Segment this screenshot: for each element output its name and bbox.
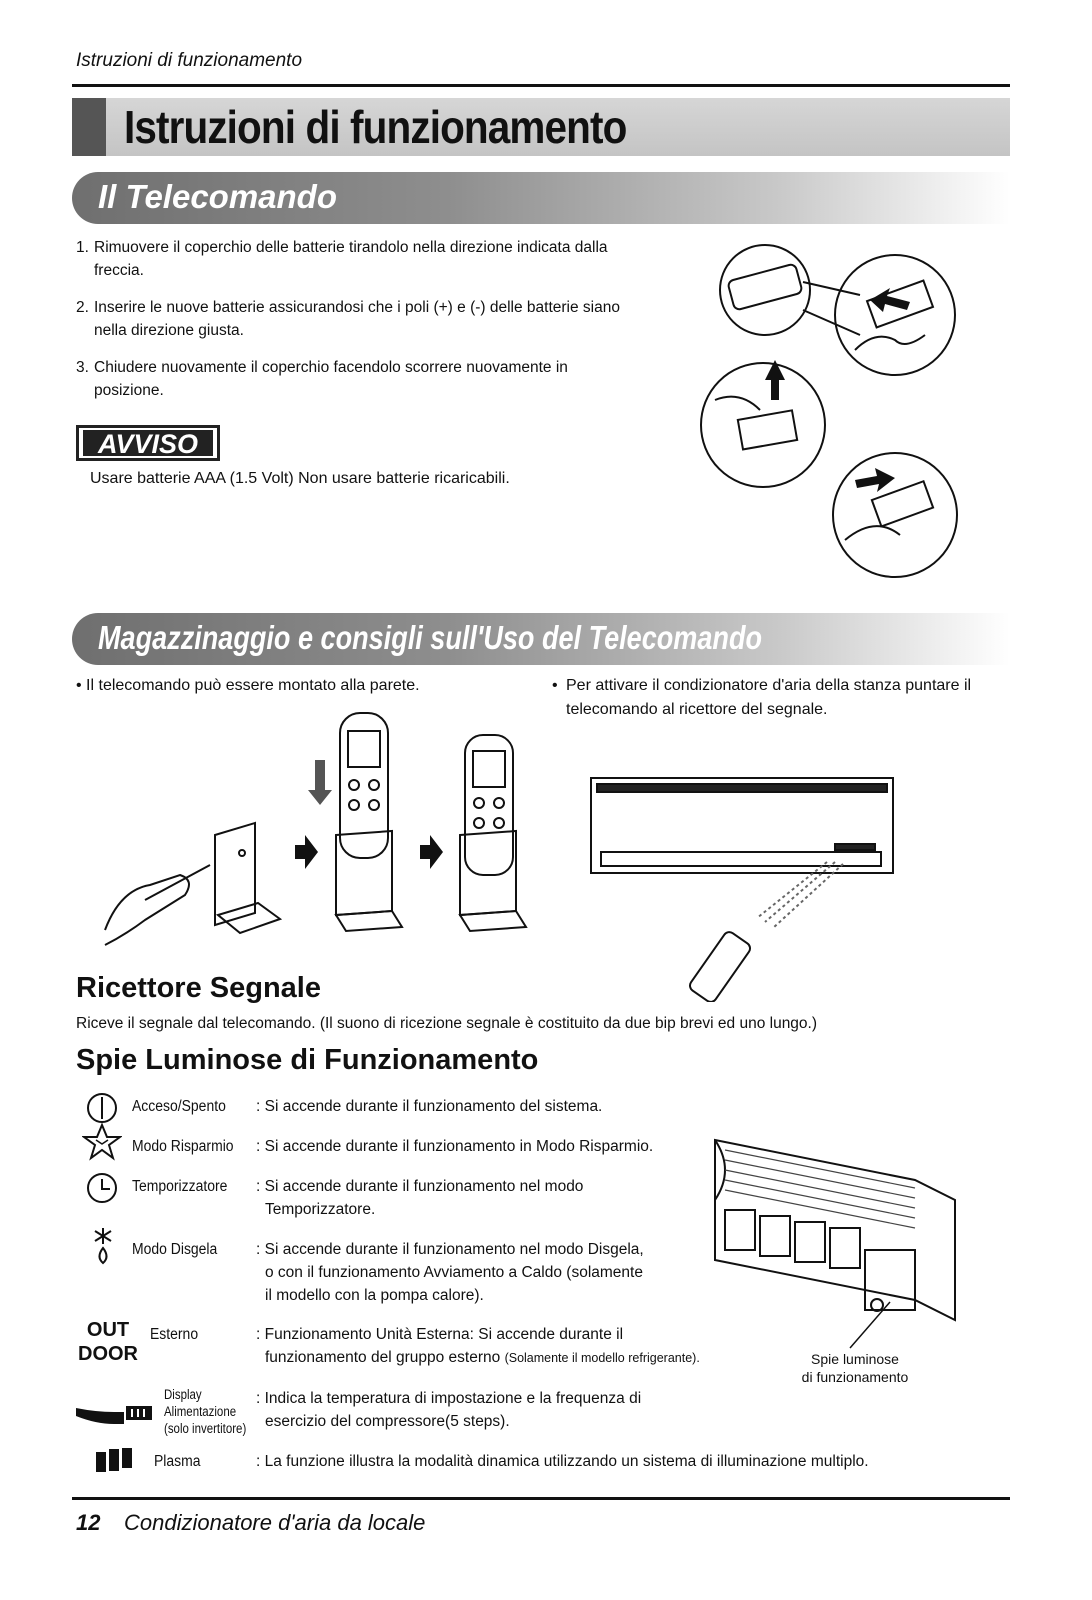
wall-mount-illustration [100, 705, 530, 955]
outdoor-indicator-icon: OUT DOOR [78, 1319, 138, 1365]
notice-text: Usare batterie AAA (1.5 Volt) Non usare batterie ricaricabili. [90, 470, 510, 487]
indicator-text: : Funzionamento Unità Esterna: Si accende durante il [256, 1326, 624, 1343]
indicator-text: : Indica la temperatura di impostazione e la frequenza di [256, 1390, 642, 1407]
battery-replacement-illustration [695, 240, 970, 590]
title-block-marker [72, 98, 106, 156]
defrost-icon [88, 1226, 118, 1266]
indicator-text: : Si accende durante il funzionamento in Modo Risparmio. [256, 1138, 654, 1155]
indicator-callout: Spie luminose di funzionamento [801, 1351, 909, 1385]
indicator-text: : Si accende durante il funzionamento nel modo Disgela, [256, 1241, 644, 1258]
indicator-text-cont: funzionamento del gruppo esterno (Solamente il modello refrigerante). [265, 1349, 700, 1366]
bullet-point-remote: • Per attivare il condizionatore d'aria della stanza puntare il telecomando al ricettore del segnale. [552, 677, 972, 718]
plasma-icon [94, 1446, 134, 1476]
section-title-storage: Magazzinaggio e consigli sull'Uso del Telecomando [98, 619, 763, 656]
section-banner-remote [72, 172, 1010, 224]
section-title-remote: Il Telecomando [98, 178, 337, 215]
callout-line [840, 1300, 900, 1350]
battery-steps [76, 236, 636, 416]
indoor-unit-receiver-illustration [585, 772, 905, 1002]
indicator-text: : Si accende durante il funzionamento del sistema. [256, 1098, 603, 1115]
list-item: 2. Inserire le nuove batterie assicurandosi che i poli (+) e (-) delle batterie siano nella direzione giusta. [76, 299, 620, 339]
receiver-heading: Ricettore Segnale [76, 972, 321, 1004]
open-indoor-unit-illustration [705, 1130, 965, 1340]
page-number: 12 [76, 1510, 101, 1535]
receiver-description: Riceve il segnale dal telecomando. (Il suono di ricezione segnale è costituito da due bip brevi ed uno lungo.) [76, 1015, 818, 1032]
indicator-text-cont: Temporizzatore. [265, 1201, 376, 1218]
indicator-label: Modo Risparmio [132, 1138, 234, 1155]
footer-title: Condizionatore d'aria da locale [124, 1510, 426, 1535]
notice-label: AVVISO [83, 430, 213, 456]
page-title-bar [72, 98, 1010, 156]
indicator-text-cont: o con il funzionamento Avviamento a Caldo (solamente [265, 1264, 643, 1281]
indicator-text: : Si accende durante il funzionamento nel modo [256, 1178, 584, 1195]
section-banner-storage [72, 613, 1010, 665]
list-item: 1. Rimuovere il coperchio delle batterie tirandolo nella direzione indicata dalla freccia. [76, 239, 608, 279]
energy-saving-icon [82, 1122, 122, 1162]
indicator-label: Plasma [154, 1453, 201, 1470]
power-icon [86, 1092, 118, 1124]
indicator-label: Display Alimentazione (solo invertitore) [164, 1387, 247, 1436]
indicator-label: Esterno [150, 1326, 199, 1343]
page-title: Istruzioni di funzionamento [124, 101, 627, 153]
header-rule [72, 84, 1010, 87]
indicator-label: Modo Disgela [132, 1241, 218, 1258]
display-power-icon [74, 1400, 156, 1426]
indicator-text-cont: il modello con la pompa calore). [265, 1287, 484, 1304]
indicator-label: Acceso/Spento [132, 1098, 226, 1115]
indicators-heading: Spie Luminose di Funzionamento [76, 1044, 539, 1076]
list-item: 3. Chiudere nuovamente il coperchio facendolo scorrere nuovamente in posizione. [76, 359, 568, 399]
indicator-text-cont: esercizio del compressore(5 steps). [265, 1413, 510, 1430]
bullet-wall-mount: • Il telecomando può essere montato alla parete. [76, 677, 420, 694]
running-header: Istruzioni di funzionamento [76, 50, 303, 71]
footer-rule [72, 1497, 1010, 1500]
timer-icon [86, 1172, 118, 1204]
indicator-label: Temporizzatore [132, 1178, 228, 1195]
indicator-text: : La funzione illustra la modalità dinamica utilizzando un sistema di illuminazione multiplo. [256, 1453, 869, 1470]
notice-badge [76, 425, 220, 461]
